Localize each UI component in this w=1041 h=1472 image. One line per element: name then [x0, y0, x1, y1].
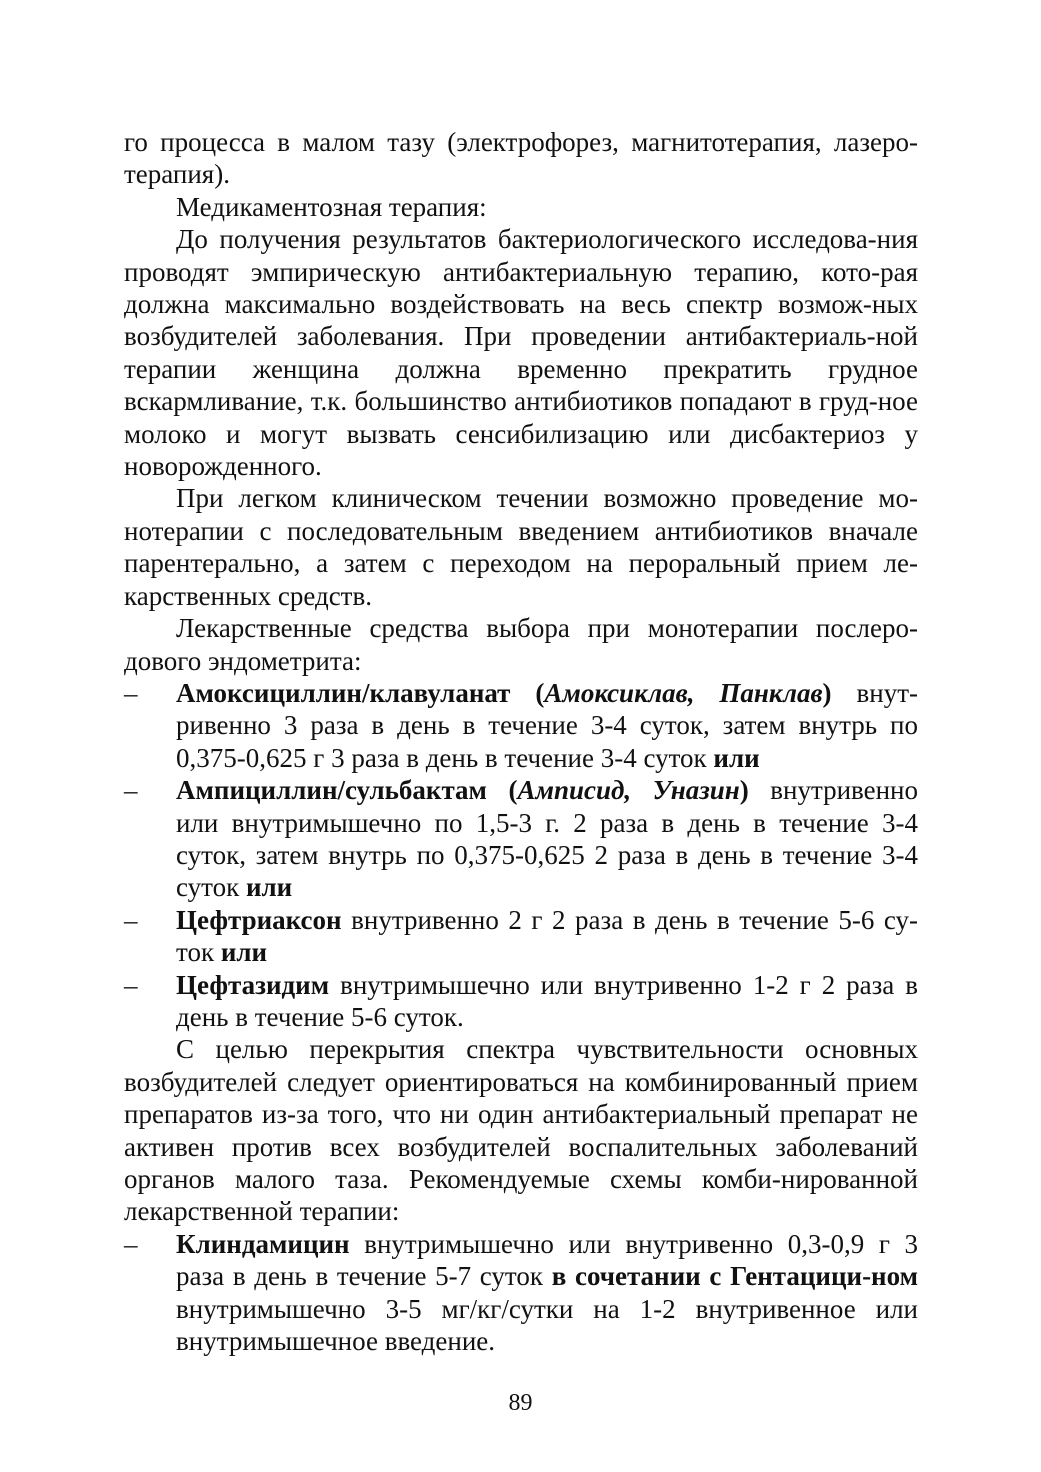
paren-open: (: [510, 677, 545, 708]
drug-name: Клиндамицин: [176, 1228, 350, 1259]
list-dash: –: [124, 775, 138, 806]
combination-phrase: в сочетании с Гентацици-ном: [551, 1261, 918, 1292]
dosage-text-2: внутримышечно 3-5 мг/кг/сутки на 1-2 внутривенное или внутримышечное введение.: [176, 1293, 918, 1357]
dosage-text: внутривенно 2 г 2 раза в день в течение 5-6 су-ток: [176, 904, 918, 968]
drug-therapy-heading: Медикаментозная терапия:: [176, 191, 487, 222]
combination-drug-list: [124, 1228, 918, 1358]
drug-name: Цефтазидим: [176, 969, 330, 1000]
combination-therapy-paragraph: С целью перекрытия спектра чувствительности основных возбудителей следует ориентироваться на комбинированный прием препаратов из-за того, что ни один антибактериальный препарат не активен против всех возбудителей воспалительных заболеваний органов малого таза. Рекомендуемые схемы комби-нированной лекарственной терапии:: [124, 1034, 918, 1227]
dosage-text: внутривенно или внутримышечно по 1,5-3 г. 2 раза в день в течение 3-4 суток, затем внутрь по 0,375-0,625 2 раза в день в течение 3-4 суток: [176, 775, 919, 903]
monotherapy-intro-paragraph: Лекарственные средства выбора при монотерапии послеро-дового эндометрита:: [124, 613, 918, 676]
monotherapy-drug-list: [124, 677, 918, 1033]
drug-name: Амоксициллин/клавуланат: [176, 677, 511, 708]
dosage-text: внут-ривенно 3 раза в день в течение 3-4 суток, затем внутрь по 0,375-0,625 г 3 раза в день в течение 3-4 суток: [176, 677, 918, 773]
list-dash: –: [124, 969, 138, 1000]
brand-names: Амписид, Уназин: [517, 775, 740, 806]
list-item-ampicillin: [124, 774, 918, 904]
list-item-clindamycin: [124, 1228, 918, 1358]
list-item-ceftriaxone: [124, 904, 918, 969]
dosage-text: внутримышечно или внутривенно 1-2 г 2 раза в день в течение 5-6 суток.: [176, 969, 918, 1032]
list-dash: –: [124, 677, 138, 708]
paren-open: (: [486, 775, 518, 806]
empirical-therapy-paragraph: До получения результатов бактериологического исследова-ния проводят эмпирическую антибактериальную терапию, кото-рая должна максимально воздействовать на весь спектр возмож-ных возбудителей заболевания. При проведении антибактериаль-ной терапии женщина должна временно прекратить грудное вскармливание, т.к. большинство антибиотиков попадают в груд-ное молоко и могут вызвать сенсибилизацию или дисбактериоз у новорожденного.: [124, 224, 918, 482]
list-dash: –: [124, 1228, 138, 1259]
mild-course-paragraph: При легком клиническом течении возможно проведение мо-нотерапии с последовательным введением антибиотиков вначале парентерально, а затем с переходом на пероральный прием ле-карственных средств.: [124, 483, 918, 611]
conjunction: или: [220, 937, 268, 968]
page-body: [124, 126, 918, 1357]
paren-close: ): [822, 677, 832, 708]
drug-name: Цефтриаксон: [176, 904, 342, 935]
intro-paragraph: го процесса в малом тазу (электрофорез, магнитотерапия, лазеро-терапия).: [124, 127, 918, 190]
paren-close: ): [739, 775, 749, 806]
drug-name: Ампициллин/сульбактам: [176, 775, 487, 806]
brand-names: Амоксиклав, Панклав: [544, 677, 823, 708]
list-item-amoxicillin: [124, 677, 918, 774]
list-item-ceftazidime: [124, 969, 918, 1034]
list-dash: –: [124, 904, 138, 935]
dosage-text: внутримышечно или внутривенно 0,3-0,9 г 3 раза в день в течение 5-7 суток: [176, 1228, 918, 1292]
conjunction: или: [713, 742, 760, 773]
conjunction: или: [245, 872, 293, 903]
page-number: 89: [508, 1390, 533, 1416]
